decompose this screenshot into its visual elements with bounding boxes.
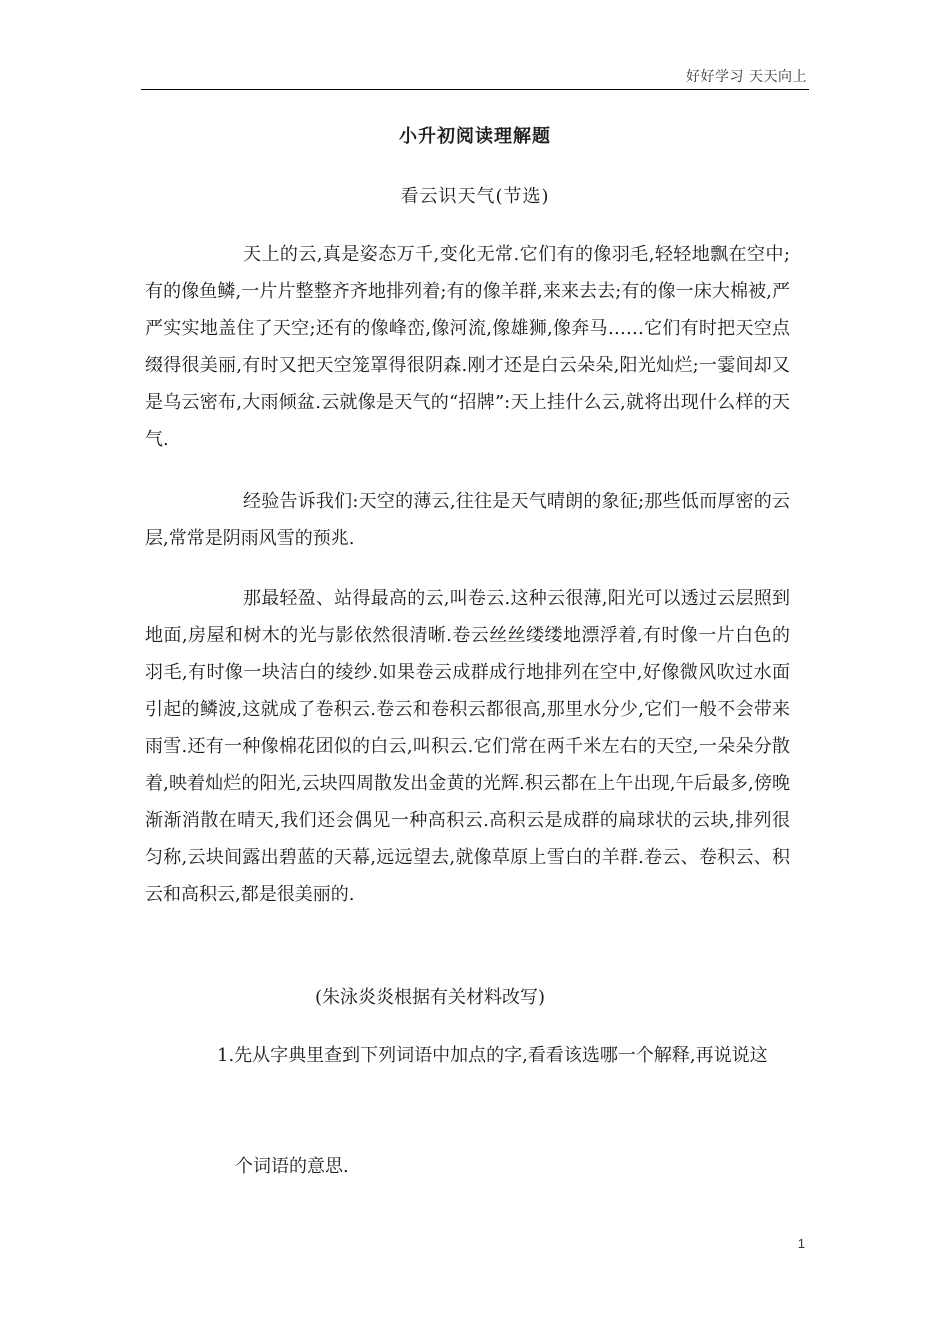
document-title: 小升初阅读理解题 [399, 126, 551, 147]
question-1: 1.先从字典里查到下列词语中加点的字,看看该选哪一个解释,再说说这 [217, 1045, 768, 1066]
paragraph-2: 经验告诉我们:天空的薄云,往往是天气晴朗的象征;那些低而厚密的云层,常常是阴雨风雪的预兆. [145, 491, 790, 549]
header-divider [141, 89, 809, 90]
article-title: 看云识天气(节选) [400, 186, 550, 207]
paragraph-1: 天上的云,真是姿态万千,变化无常.它们有的像羽毛,轻轻地飘在空中;有的像鱼鳞,一片片整整齐齐地排列着;有的像羊群,来来去去;有的像一床大棉被,严严实实地盖住了天空;还有的像峰峦,像河流,像雄狮,像奔马……它们有时把天空点缀得很美丽,有时又把天空笼罩得很阴森.刚才还是白云朵朵,阳光灿烂;一霎间却又是乌云密布,大雨倾盆.云就像是天气的“招牌”:天上挂什么云,就将出现什么样的天气. [145, 244, 790, 450]
page-header: 好好学习 天天向上 [686, 69, 807, 85]
question-1-continued: 个词语的意思. [235, 1156, 349, 1177]
page-number: 1 [797, 1236, 805, 1251]
source-attribution: (朱泳炎炎根据有关材料改写) [314, 987, 546, 1008]
paragraph-3: 那最轻盈、站得最高的云,叫卷云.这种云很薄,阳光可以透过云层照到地面,房屋和树木的光与影依然很清晰.卷云丝丝缕缕地漂浮着,有时像一片白色的羽毛,有时像一块洁白的绫纱.如果卷云成群成行地排列在空中,好像微风吹过水面引起的鳞波,这就成了卷积云.卷云和卷积云都很高,那里水分少,它们一般不会带来雨雪.还有一种像棉花团似的白云,叫积云.它们常在两千米左右的天空,一朵朵分散着,映着灿烂的阳光,云块四周散发出金黄的光辉.积云都在上午出现,午后最多,傍晚渐渐消散在晴天,我们还会偶见一种高积云.高积云是成群的扁球状的云块,排列很匀称,云块间露出碧蓝的天幕,远远望去,就像草原上雪白的羊群.卷云、卷积云、积云和高积云,都是很美丽的. [145, 588, 790, 905]
